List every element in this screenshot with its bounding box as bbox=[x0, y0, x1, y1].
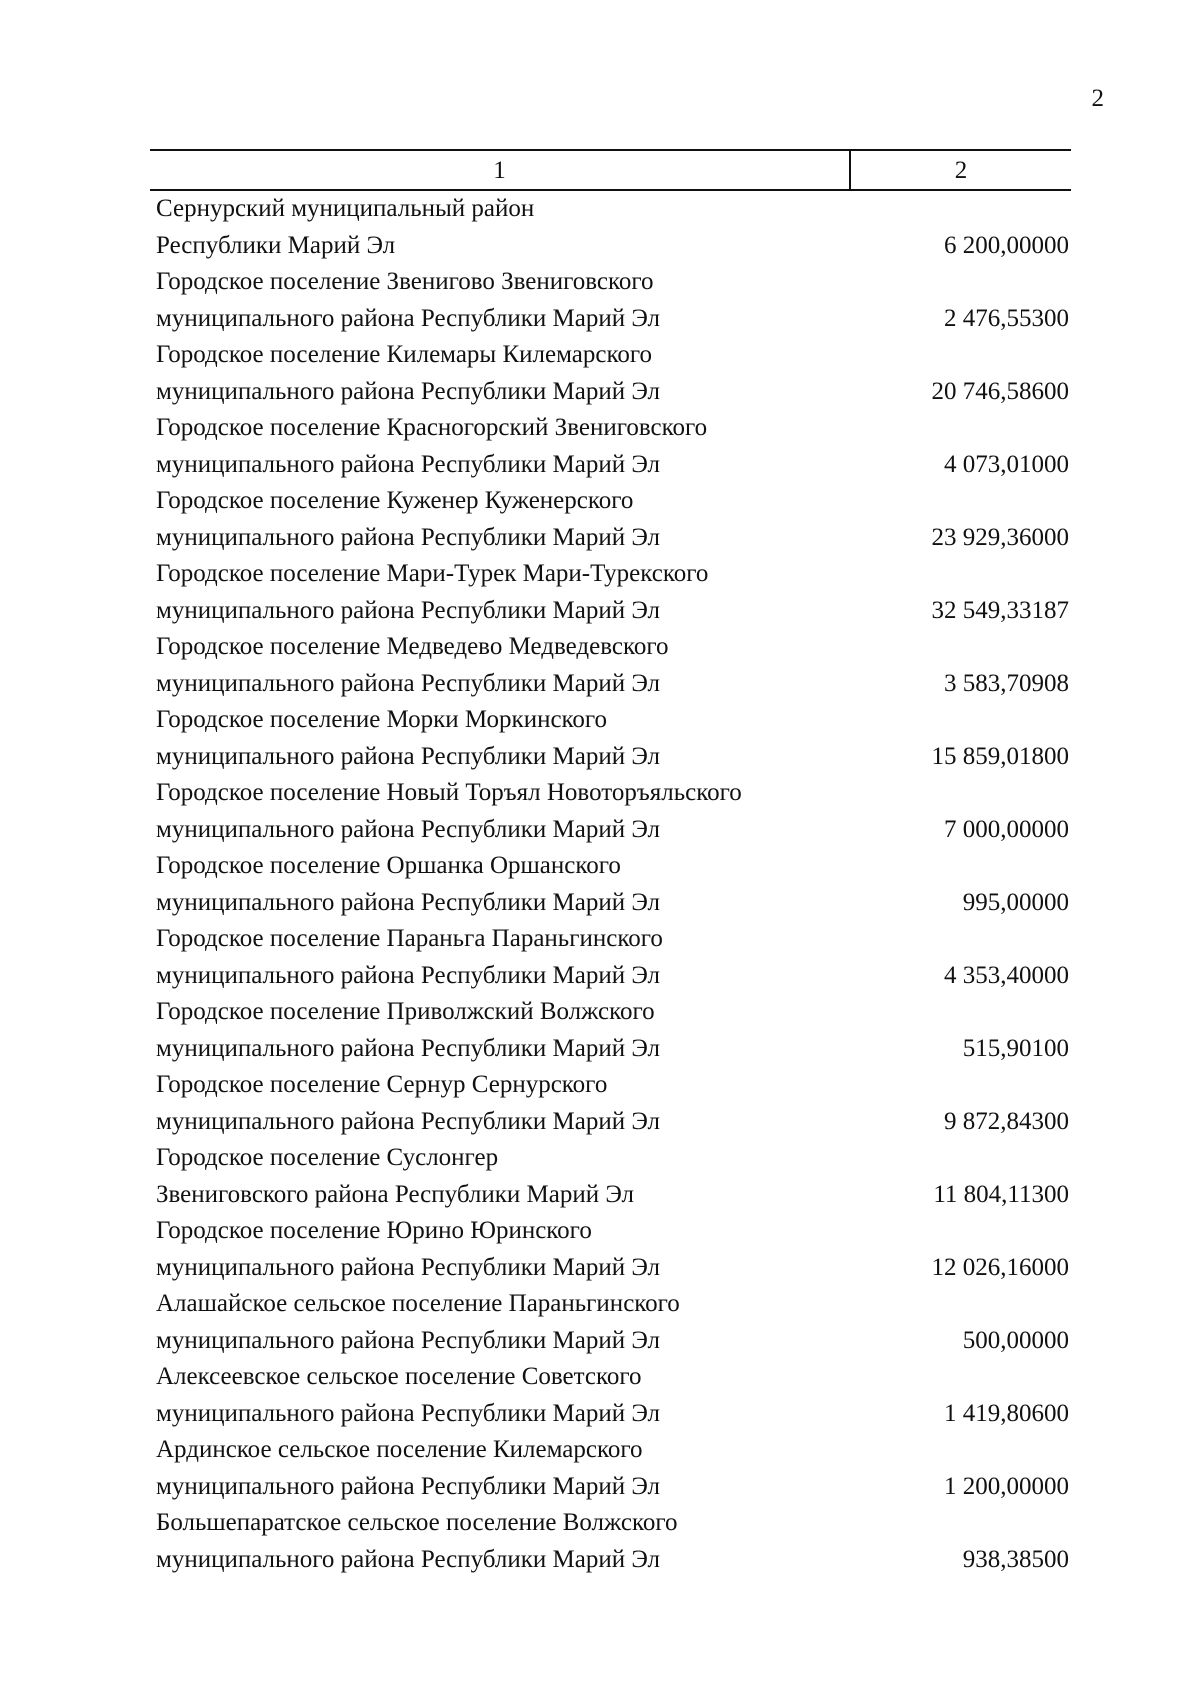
table-row bbox=[150, 1067, 1071, 1140]
amount-value: 4 353,40000 bbox=[944, 961, 1069, 989]
municipality-name bbox=[150, 848, 849, 921]
table-header bbox=[150, 149, 1071, 191]
municipality-name-line-2: муниципального района Республики Марий Эл bbox=[156, 1399, 661, 1427]
municipality-name-line-1: Алексеевское сельское поселение Советского bbox=[156, 1363, 642, 1390]
municipality-name bbox=[150, 191, 849, 264]
amount-value: 11 804,11300 bbox=[933, 1180, 1069, 1208]
table-row bbox=[150, 1432, 1071, 1505]
amount-value: 995,00000 bbox=[962, 888, 1069, 916]
municipality-name-line-2: муниципального района Республики Марий Эл bbox=[156, 304, 661, 332]
municipality-name-line-1: Большепаратское сельское поселение Волжского bbox=[156, 1509, 678, 1536]
table-row bbox=[150, 1140, 1071, 1213]
municipality-name bbox=[150, 702, 849, 775]
municipality-name-line-1: Алашайское сельское поселение Параньгинского bbox=[156, 1290, 680, 1317]
municipality-name-line-1: Городское поселение Медведево Медведевского bbox=[156, 633, 669, 660]
amount-value: 2 476,55300 bbox=[944, 304, 1069, 332]
table-row bbox=[150, 1213, 1071, 1286]
table-row bbox=[150, 337, 1071, 410]
municipality-name-line-1: Сернурский муниципальный район bbox=[156, 195, 535, 222]
municipality-name-line-1: Городское поселение Приволжский Волжского bbox=[156, 998, 655, 1025]
table-row bbox=[150, 1505, 1071, 1578]
municipality-name-line-2: муниципального района Республики Марий Эл bbox=[156, 450, 661, 478]
municipality-name-line-1: Городское поселение Морки Моркинского bbox=[156, 706, 608, 733]
table-row bbox=[150, 848, 1071, 921]
municipality-name-line-2: муниципального района Республики Марий Эл bbox=[156, 377, 661, 405]
table-row bbox=[150, 191, 1071, 264]
municipality-name-line-1: Ардинское сельское поселение Килемарского bbox=[156, 1436, 643, 1463]
allocation-table bbox=[150, 149, 1071, 1578]
table-row bbox=[150, 1286, 1071, 1359]
amount-value: 20 746,58600 bbox=[931, 377, 1069, 405]
table-row bbox=[150, 994, 1071, 1067]
municipality-name-line-1: Городское поселение Суслонгер bbox=[156, 1144, 499, 1171]
amount-value: 4 073,01000 bbox=[944, 450, 1069, 478]
municipality-name bbox=[150, 1359, 849, 1432]
table-row bbox=[150, 629, 1071, 702]
amount-value: 3 583,70908 bbox=[944, 669, 1069, 697]
municipality-name-line-1: Городское поселение Оршанка Оршанского bbox=[156, 852, 621, 879]
municipality-name bbox=[150, 1432, 849, 1505]
municipality-name-line-2: Звениговского района Республики Марий Эл bbox=[156, 1180, 635, 1208]
table-row bbox=[150, 702, 1071, 775]
municipality-name bbox=[150, 1067, 849, 1140]
municipality-name bbox=[150, 1505, 849, 1578]
table-body bbox=[150, 191, 1071, 1578]
municipality-name bbox=[150, 410, 849, 483]
table-row bbox=[150, 483, 1071, 556]
page-number: 2 bbox=[1091, 85, 1104, 112]
municipality-name bbox=[150, 483, 849, 556]
municipality-name-line-2: муниципального района Республики Марий Эл bbox=[156, 596, 661, 624]
table-row bbox=[150, 410, 1071, 483]
municipality-name-line-1: Городское поселение Красногорский Звениговского bbox=[156, 414, 708, 441]
municipality-name bbox=[150, 629, 849, 702]
column-header-2: 2 bbox=[954, 157, 968, 184]
table-row bbox=[150, 775, 1071, 848]
municipality-name-line-2: муниципального района Республики Марий Эл bbox=[156, 1107, 661, 1135]
municipality-name bbox=[150, 1140, 849, 1213]
municipality-name-line-1: Городское поселение Куженер Куженерского bbox=[156, 487, 634, 514]
municipality-name-line-2: муниципального района Республики Марий Эл bbox=[156, 1253, 661, 1281]
municipality-name-line-1: Городское поселение Звенигово Звениговского bbox=[156, 268, 654, 295]
municipality-name-line-2: Республики Марий Эл bbox=[156, 231, 396, 259]
municipality-name bbox=[150, 994, 849, 1067]
municipality-name bbox=[150, 775, 849, 848]
municipality-name-line-1: Городское поселение Юрино Юринского bbox=[156, 1217, 592, 1244]
municipality-name bbox=[150, 1286, 849, 1359]
municipality-name bbox=[150, 1213, 849, 1286]
municipality-name-line-1: Городское поселение Параньга Параньгинского bbox=[156, 925, 663, 952]
table-row bbox=[150, 921, 1071, 994]
municipality-name-line-1: Городское поселение Килемары Килемарского bbox=[156, 341, 652, 368]
amount-value: 500,00000 bbox=[962, 1326, 1069, 1354]
municipality-name-line-1: Городское поселение Мари-Турек Мари-Турекского bbox=[156, 560, 709, 587]
amount-value: 9 872,84300 bbox=[944, 1107, 1069, 1135]
municipality-name-line-2: муниципального района Республики Марий Эл bbox=[156, 1472, 661, 1500]
municipality-name-line-2: муниципального района Республики Марий Эл bbox=[156, 669, 661, 697]
municipality-name-line-1: Городское поселение Сернур Сернурского bbox=[156, 1071, 608, 1098]
municipality-name-line-2: муниципального района Республики Марий Эл bbox=[156, 961, 661, 989]
municipality-name bbox=[150, 264, 849, 337]
municipality-name-line-2: муниципального района Республики Марий Эл bbox=[156, 1034, 661, 1062]
table-row bbox=[150, 556, 1071, 629]
amount-value: 938,38500 bbox=[962, 1545, 1069, 1573]
amount-value: 12 026,16000 bbox=[931, 1253, 1069, 1281]
table-row bbox=[150, 1359, 1071, 1432]
municipality-name-line-2: муниципального района Республики Марий Эл bbox=[156, 815, 661, 843]
municipality-name-line-2: муниципального района Республики Марий Эл bbox=[156, 888, 661, 916]
column-header-1: 1 bbox=[150, 151, 851, 189]
amount-value: 1 200,00000 bbox=[944, 1472, 1069, 1500]
municipality-name-line-2: муниципального района Республики Марий Эл bbox=[156, 523, 661, 551]
amount-value: 515,90100 bbox=[962, 1034, 1069, 1062]
municipality-name-line-1: Городское поселение Новый Торъял Новоторъяльского bbox=[156, 779, 742, 806]
amount-value: 23 929,36000 bbox=[931, 523, 1069, 551]
municipality-name bbox=[150, 556, 849, 629]
municipality-name bbox=[150, 337, 849, 410]
municipality-name-line-2: муниципального района Республики Марий Эл bbox=[156, 742, 661, 770]
amount-value: 1 419,80600 bbox=[944, 1399, 1069, 1427]
municipality-name-line-2: муниципального района Республики Марий Эл bbox=[156, 1326, 661, 1354]
municipality-name-line-2: муниципального района Республики Марий Эл bbox=[156, 1545, 661, 1573]
amount-value: 32 549,33187 bbox=[931, 596, 1069, 624]
table-row bbox=[150, 264, 1071, 337]
amount-value: 15 859,01800 bbox=[931, 742, 1069, 770]
amount-value: 7 000,00000 bbox=[944, 815, 1069, 843]
amount-value: 6 200,00000 bbox=[944, 231, 1069, 259]
municipality-name bbox=[150, 921, 849, 994]
